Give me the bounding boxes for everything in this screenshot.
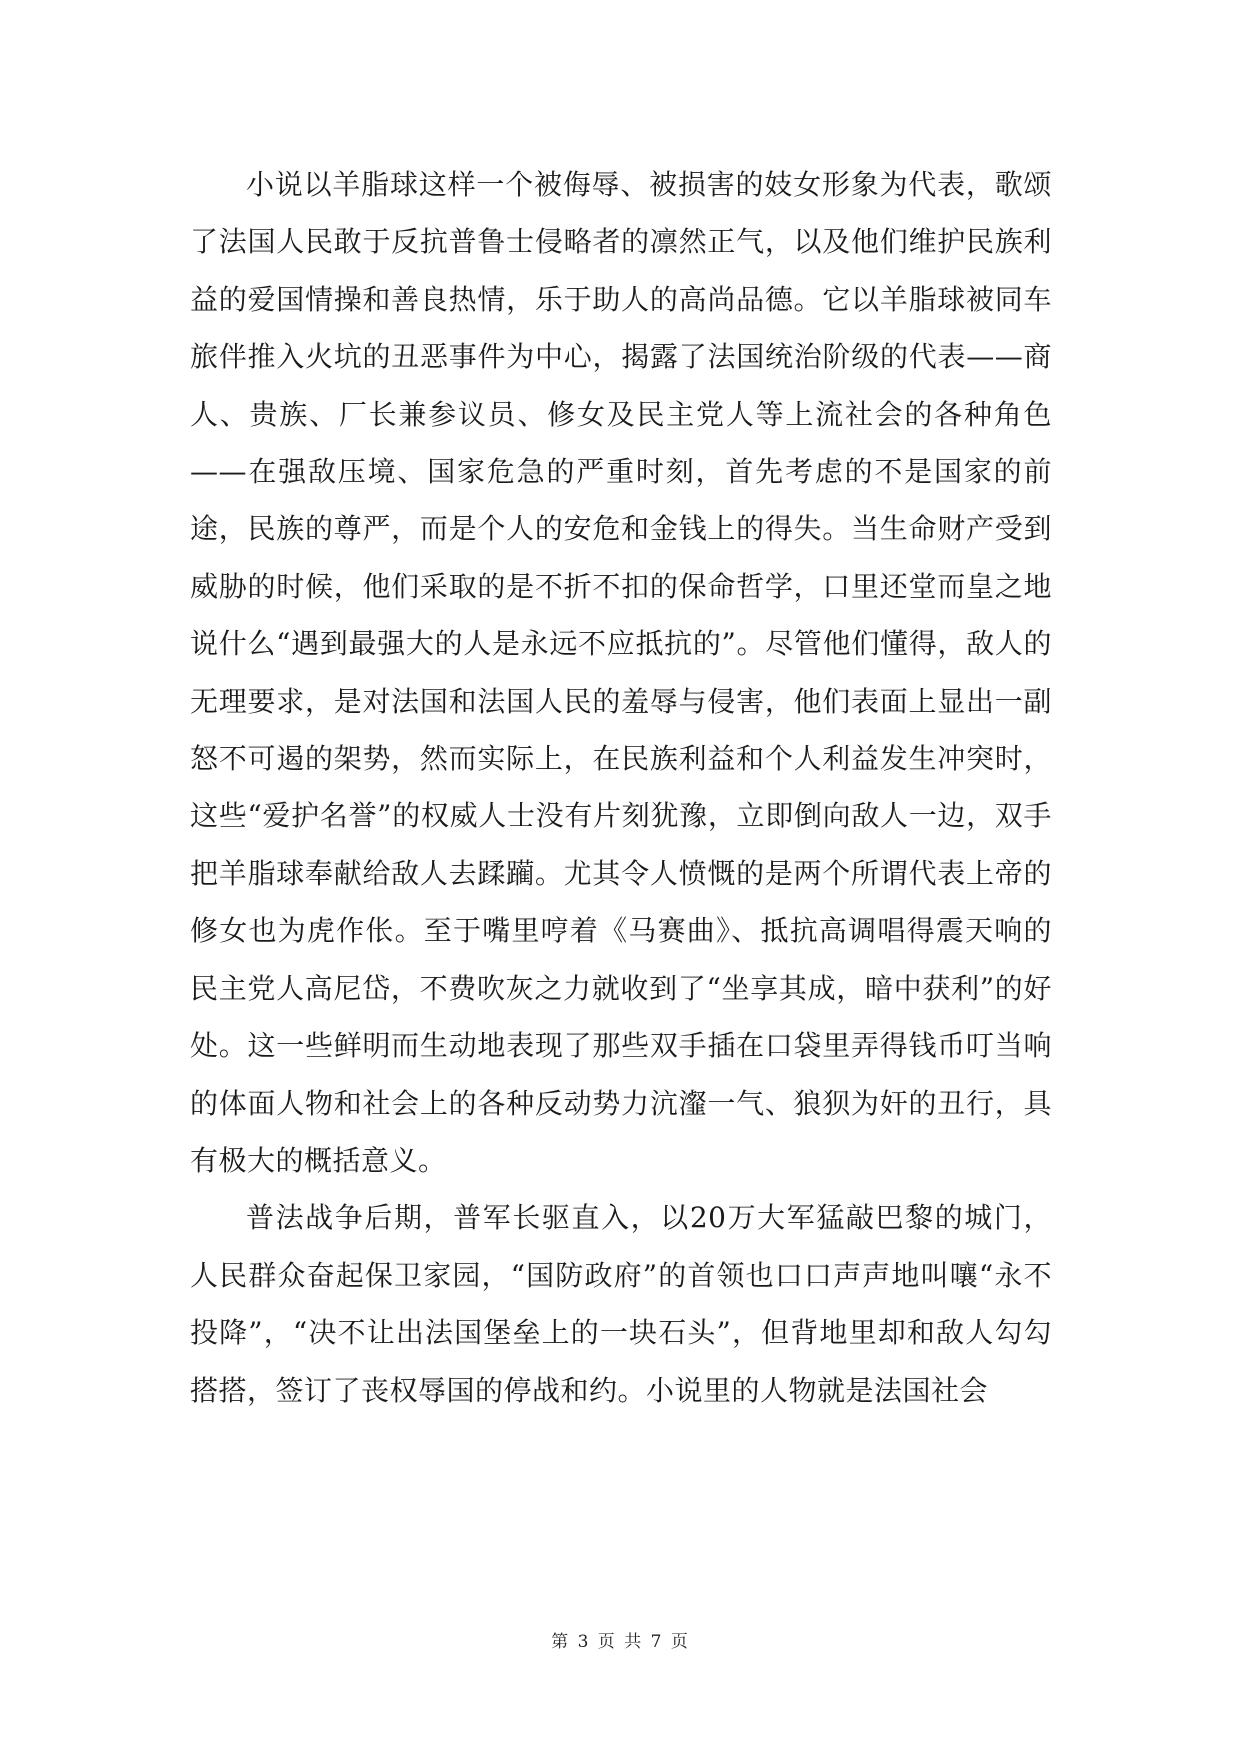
paragraph-1: 小说以羊脂球这样一个被侮辱、被损害的妓女形象为代表，歌颂了法国人民敢于反抗普鲁士侵略者的凛然正气，以及他们维护民族利益的爱国情操和善良热情，乐于助人的高尚品德。它以羊脂球被同车旅伴推入火坑的丑恶事件为中心，揭露了法国统治阶级的代表——商人、贵族、厂长兼参议员、修女及民主党人等上流社会的各种角色——在强敌压境、国家危急的严重时刻，首先考虑的不是国家的前途，民族的尊严，而是个人的安危和金钱上的得失。当生命财产受到威胁的时候，他们采取的是不折不扣的保命哲学，口里还堂而皇之地说什么“遇到最强大的人是永远不应抵抗的”。尽管他们懂得，敌人的无理要求，是对法国和法国人民的羞辱与侵害，他们表面上显出一副怒不可遏的架势，然而实际上，在民族利益和个人利益发生冲突时，这些“爱护名誉”的权威人士没有片刻犹豫，立即倒向敌人一边，双手把羊脂球奉献给敌人去蹂躏。尤其令人愤慨的是两个所谓代表上帝的修女也为虎作伥。至于嘴里哼着《马赛曲》、抵抗高调唱得震天响的民主党人高尼岱，不费吹灰之力就收到了“坐享其成，暗中获利”的好处。这一些鲜明而生动地表现了那些双手插在口袋里弄得钱币叮当响的体面人物和社会上的各种反动势力沆瀣一气、狼狈为奸的丑行，具有极大的概括意义。 — [190, 168, 1052, 1177]
page-number-footer: 第 3 页 共 7 页 — [551, 1632, 690, 1652]
document-body — [190, 156, 1052, 1419]
paragraph-2: 普法战争后期，普军长驱直入，以20万大军猛敲巴黎的城门，人民群众奋起保卫家园，“国防政府”的首领也口口声声地叫嚷“永不投降”，“决不让出法国堡垒上的一块石头”，但背地里却和敌人勾勾搭搭，签订了丧权辱国的停战和约。小说里的人物就是法国社会 — [190, 1201, 1052, 1407]
